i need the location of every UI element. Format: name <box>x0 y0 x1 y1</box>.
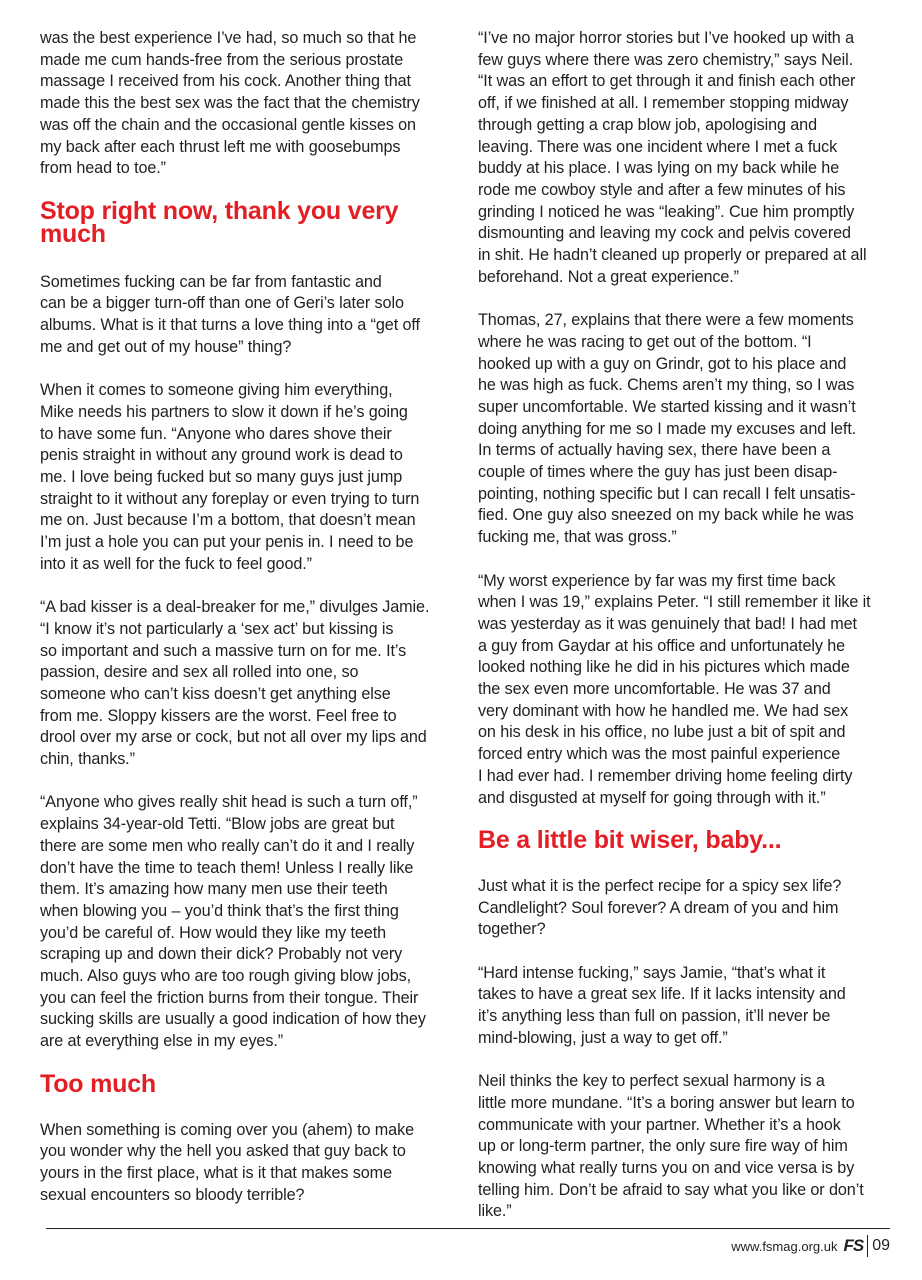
page-footer <box>731 1234 890 1258</box>
body-paragraph: “Anyone who gives really shit head is such a turn off,” explains 34-year-old Tetti. “Blow jobs are great but there are some men who really can’t do it and I really don’t have the time to teach them! Unless I really like them. It’s amazing how many men use their teeth when blowing you – you’d think that’s the first thing you’d be careful of. How would they like my teeth scraping up and down their dick? Probably not very much. Also guys who are too rough giving blow jobs, you can feel the friction burns from their tongue. Their sucking skills are usually a good indication of how they are at everything else in my eyes.” <box>40 793 426 1051</box>
body-paragraph: “A bad kisser is a deal-breaker for me,” divulges Jamie. “I know it’s not particularly a ‘sex act’ but kissing is so important and such a massive turn on for me. It’s passion, desire and sex all rolled into one, so someone who can’t kiss doesn’t get anything else from me. Sloppy kissers are the worst. Feel free to drool over my arse or cock, but not all over my lips and chin, thanks.” <box>40 598 430 769</box>
website-url[interactable]: www.fsmag.org.uk <box>731 1238 838 1254</box>
footer-divider <box>46 1228 890 1229</box>
section-heading-too-much: Too much <box>40 1069 156 1098</box>
body-paragraph: Thomas, 27, explains that there were a few moments where he was racing to get out of the bottom. “I hooked up with a guy on Grindr, got to his place and he was high as fuck. Chems aren’t my thing, so I was super uncomfortable. We started kissing and it wasn’t doing anything for me so I made my excuses and left. In terms of actually having sex, there have been a couple of times where the guy has just been disap- pointing, nothing specific but I can recall I felt unsatis- fied. One guy also sneezed on my back while he was fucking me, that was gross.” <box>478 311 857 547</box>
body-paragraph: When something is coming over you (ahem) to make you wonder why the hell you asked that guy back to yours in the first place, what is it that makes some sexual encounters so bloody terrible? <box>40 1120 414 1204</box>
section-heading-stop-right-now: Stop right now, thank you very much <box>40 196 399 248</box>
fs-logo: FS <box>843 1236 864 1255</box>
section-heading-be-a-little-bit-wiser: Be a little bit wiser, baby... <box>478 825 782 854</box>
body-paragraph: Sometimes fucking can be far from fantastic and can be a bigger turn-off than one of Geri’s later solo albums. What is it that turns a love thing into a “get off me and get out of my house” thing? <box>40 272 420 356</box>
body-paragraph: Neil thinks the key to perfect sexual harmony is a little more mundane. “It’s a boring answer but learn to communicate with your partner. Whether it’s a hook up or long-term partner, the only sure fire way of him knowing what really turns you on and vice versa is by telling him. Don’t be afraid to say what you like or don’t like.” <box>478 1072 864 1221</box>
page-number: 09 <box>872 1237 890 1254</box>
body-paragraph: When it comes to someone giving him everything, Mike needs his partners to slow it down if he’s going to have some fun. “Anyone who dares shove their penis straight in without any ground work is dead to me. I love being fucked but so many guys just jump straight to it without any foreplay or even trying to turn me on. Just because I’m a bottom, that doesn’t mean I’m just a hole you can put your penis in. I need to be into it as well for the fuck to feel good.” <box>40 381 420 573</box>
right-column <box>478 28 890 1245</box>
footer-separator <box>867 1235 868 1257</box>
body-paragraph: “Hard intense fucking,” says Jamie, “that’s what it takes to have a great sex life. If it lacks intensity and it’s anything less than full on passion, it’ll never be mind-blowing, just a way to get off.” <box>478 963 846 1047</box>
body-paragraph: “My worst experience by far was my first time back when I was 19,” explains Peter. “I still remember it like it was yesterday as it was genuinely that bad! I had met a guy from Gaydar at his office and unfortunately he looked nothing like he did in his pictures which made the sex even more uncomfortable. He was 37 and very dominant with how he handled me. We had sex on his desk in his office, no lube just a bit of spit and forced entry which was the most painful experience I had ever had. I remember driving home feeling dirty and disgusted at myself for going through with it.” <box>478 571 871 807</box>
body-paragraph: was the best experience I’ve had, so much so that he made me cum hands-free from the serious prostate massage I received from his cock. Another thing that made this the best sex was the fact that the chemistry was off the chain and the occasional gentle kisses on my back after each thrust left me with goosebumps from head to toe.” <box>40 29 420 178</box>
body-paragraph: “I’ve no major horror stories but I’ve hooked up with a few guys where there was zero chemistry,” says Neil. “It was an effort to get through it and finish each other off, if we finished at all. I remember stopping midway through getting a crap blow job, apologising and leaving. There was one incident where I met a fuck buddy at his place. I was lying on my back while he rode me cowboy style and after a few minutes of his grinding I noticed he was “leaking”. Cue him promptly dismounting and leaving my cock and pelvis covered in shit. He hadn’t cleaned up properly or prepared at all beforehand. Not a great experience.” <box>478 29 867 286</box>
left-column <box>40 28 452 1228</box>
body-paragraph: Just what it is the perfect recipe for a spicy sex life? Candlelight? Soul forever? A dream of you and him together? <box>478 876 842 939</box>
